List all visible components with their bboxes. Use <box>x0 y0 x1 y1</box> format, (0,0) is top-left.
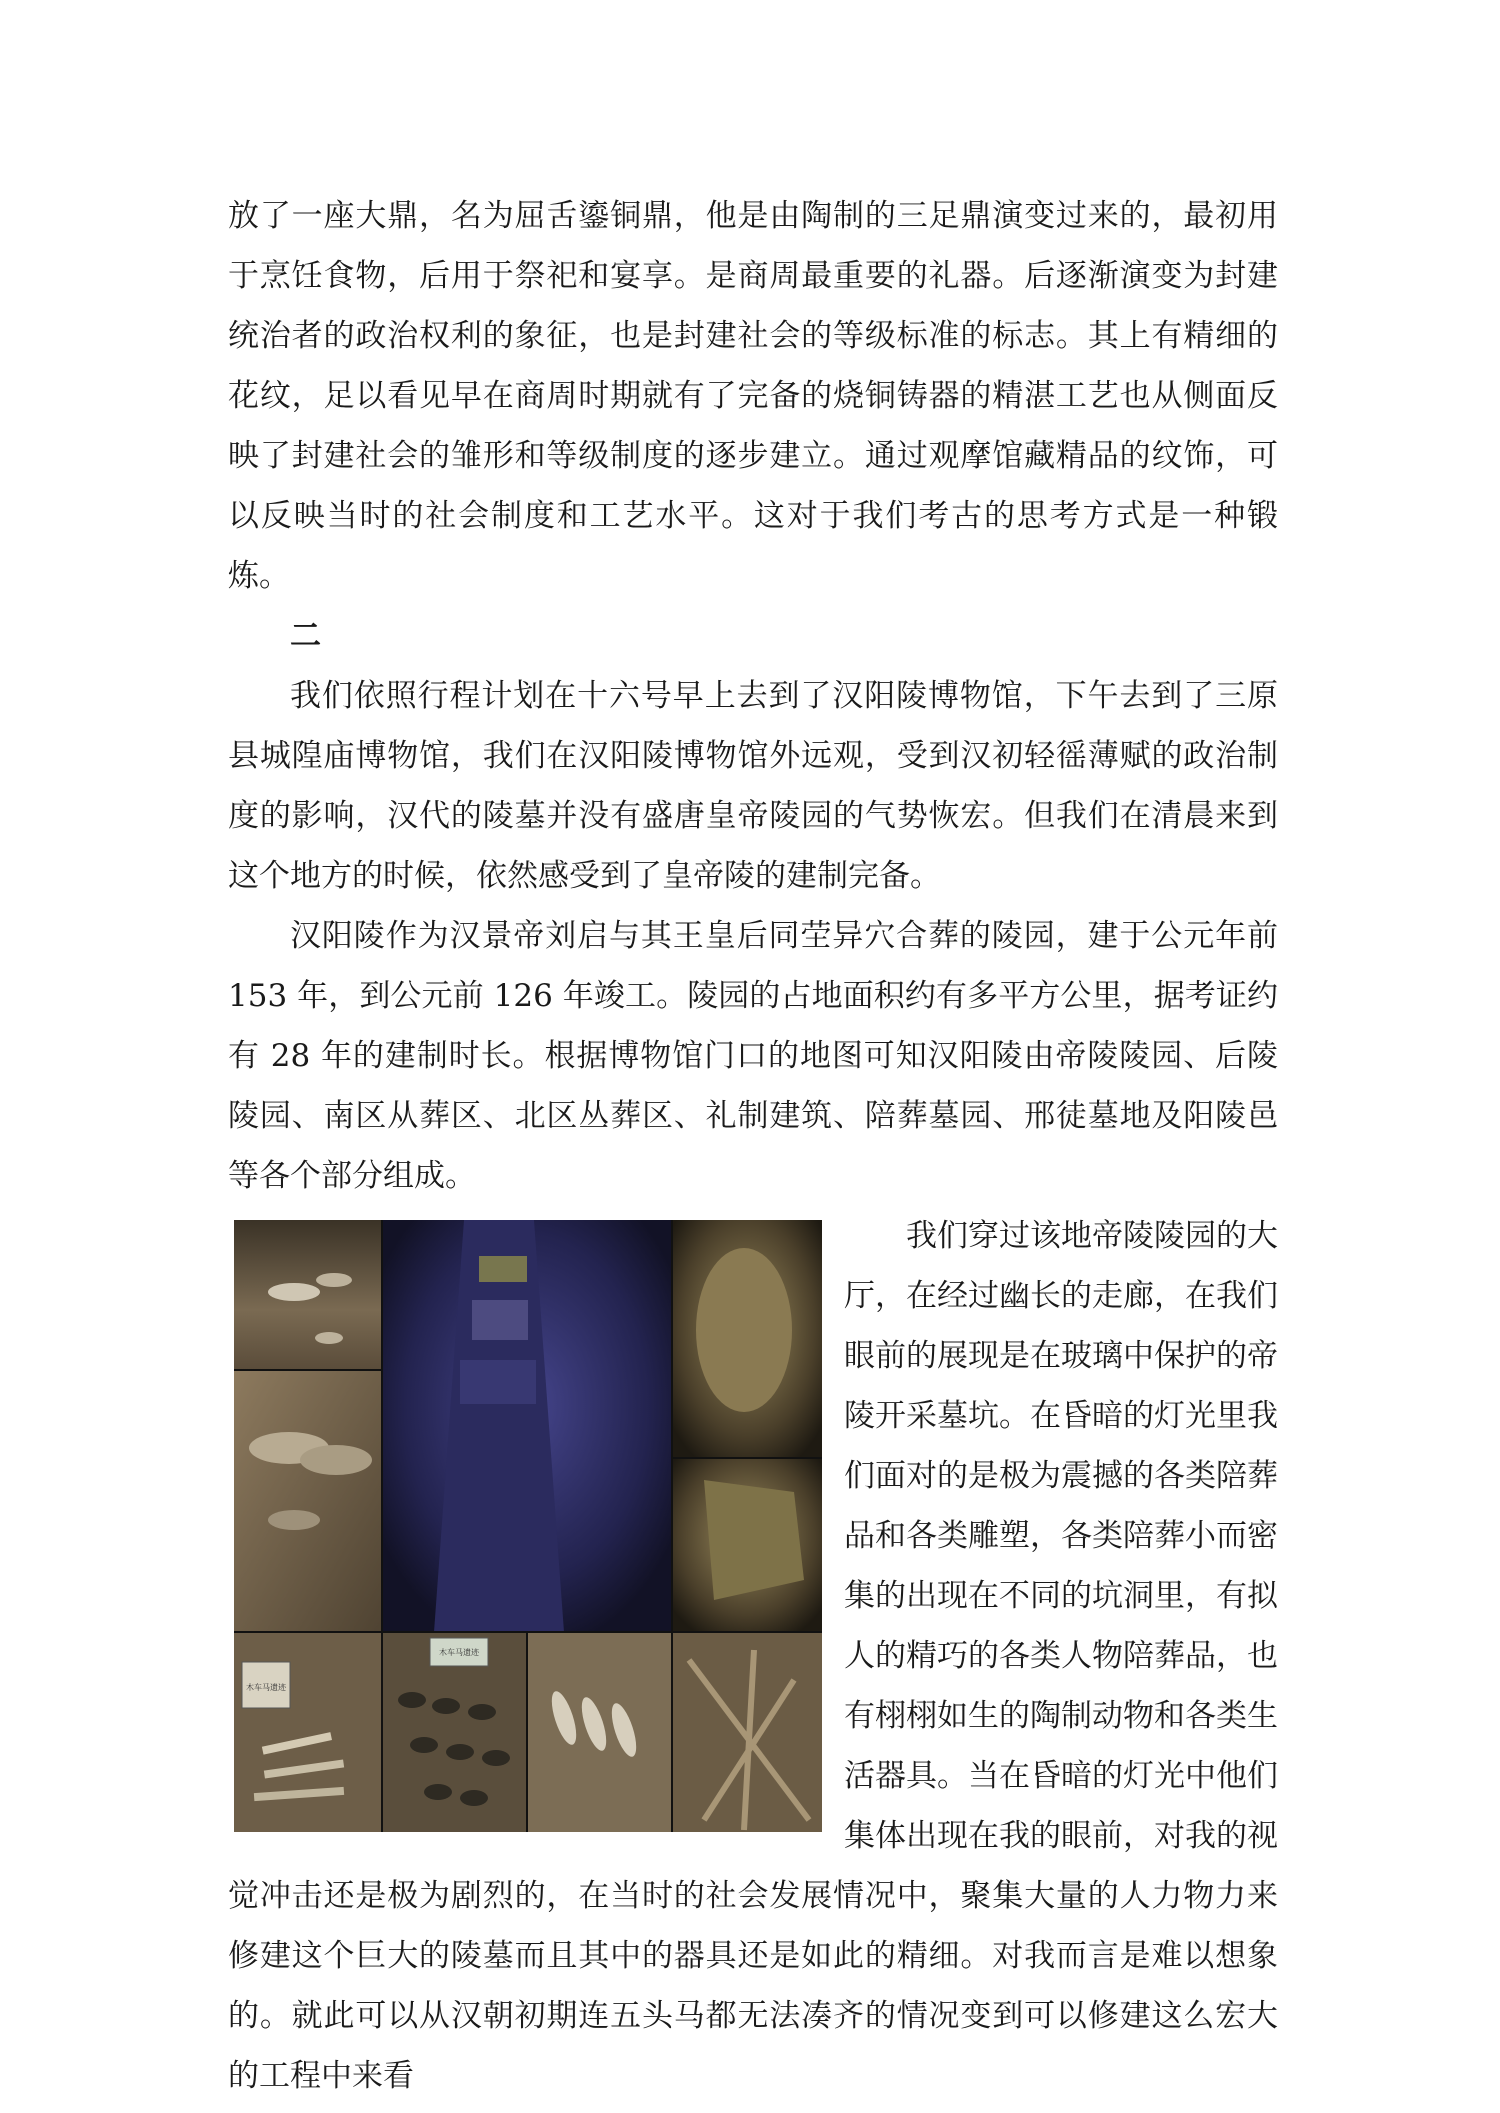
sign-left: 木车马遗迹 <box>246 1683 286 1692</box>
body-text <box>228 186 1278 2106</box>
sign-middle: 木车马遗迹 <box>439 1648 479 1657</box>
museum-photo-collage <box>234 1220 822 1832</box>
paragraph-3: 汉阳陵作为汉景帝刘启与其王皇后同茔异穴合葬的陵园，建于公元年前 153 年，到公元前 126 年竣工。陵园的占地面积约有多平方公里，据考证约有 28 年的建制时长。根据博物馆门口的地图可知汉阳陵由帝陵陵园、后陵陵园、南区从葬区、北区丛葬区、礼制建筑、陪葬墓园、邢徒墓地及阳陵邑等各个部分组成。 <box>228 918 1278 1194</box>
section-heading: 二 <box>290 618 321 654</box>
paragraph-2: 我们依照行程计划在十六号早上去到了汉阳陵博物馆，下午去到了三原县城隍庙博物馆，我们在汉阳陵博物馆外远观，受到汉初轻徭薄赋的政治制度的影响，汉代的陵墓并没有盛唐皇帝陵园的气势恢宏。但我们在清晨来到这个地方的时候，依然感受到了皇帝陵的建制完备。 <box>228 678 1278 894</box>
paragraph-1: 放了一座大鼎，名为屈舌鎏铜鼎，他是由陶制的三足鼎演变过来的，最初用于烹饪食物，后用于祭祀和宴享。是商周最重要的礼器。后逐渐演变为封建统治者的政治权利的象征，也是封建社会的等级标准的标志。其上有精细的花纹，足以看见早在商周时期就有了完备的烧铜铸器的精湛工艺也从侧面反映了封建社会的雏形和等级制度的逐步建立。通过观摩馆藏精品的纹饰，可以反映当时的社会制度和工艺水平。这对于我们考古的思考方式是一种锻炼。 <box>228 198 1278 594</box>
collage-image <box>234 1220 822 1832</box>
paragraph-4: 我们穿过该地帝陵陵园的大厅，在经过幽长的走廊，在我们眼前的展现是在玻璃中保护的帝陵开采墓坑。在昏暗的灯光里我们面对的是极为震撼的各类陪葬品和各类雕塑，各类陪葬小而密集的出现在不同的坑洞里，有拟人的精巧的各类人物陪葬品，也有栩栩如生的陶制动物和各类生活器具。当在昏暗的灯光中他们集体出现在我的眼前，对我的视觉冲击还是极为剧烈的，在当时的社会发展情况中，聚集大量的人力物力来修建这个巨大的陵墓而且其中的器具还是如此的精细。对我而言是难以想象的。就此可以从汉朝初期连五头马都无法凑齐的情况变到可以修建这么宏大的工程中来看 <box>228 1218 1278 2094</box>
